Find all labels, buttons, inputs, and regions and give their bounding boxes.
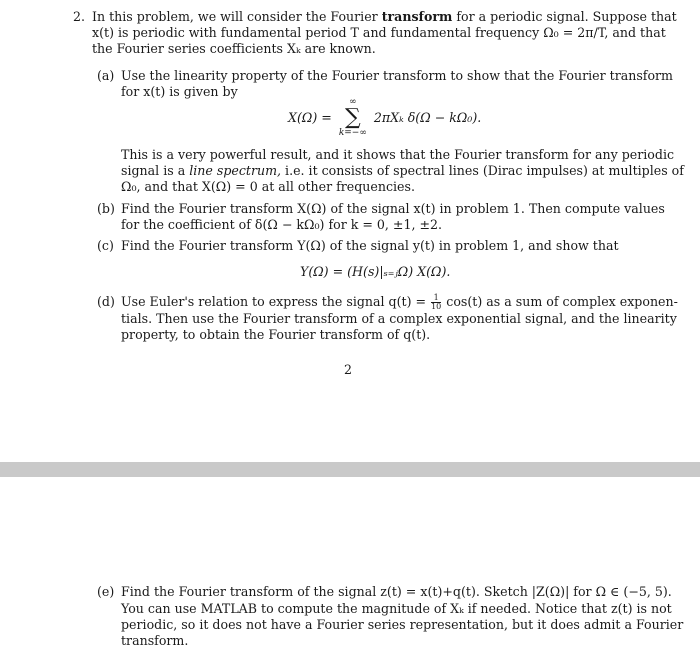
page-separator	[0, 462, 700, 477]
part-d-label: (d)	[97, 294, 115, 309]
page-number: 2	[344, 362, 353, 377]
part-a-equation	[288, 98, 481, 138]
part-d-line1-pre: Use Euler's relation to express the signal q(t) =	[121, 294, 427, 309]
part-a-line2: for x(t) is given by	[121, 84, 238, 99]
problem-number: 2.	[73, 9, 86, 24]
part-a-after-line3: Ω₀, and that X(Ω) = 0 at all other frequencies.	[121, 179, 415, 194]
part-e-line2: You can use MATLAB to compute the magnitude of Xₖ if needed. Notice that z(t) is not	[121, 601, 672, 616]
part-a-line1: Use the linearity property of the Fourier transform to show that the Fourier transform	[121, 68, 673, 83]
intro-text-post: for a periodic signal. Suppose that	[456, 9, 677, 24]
after2-text-post: i.e. it consists of spectral lines (Dirac impulses) at multiples of	[285, 163, 684, 178]
part-d-line2: tials. Then use the Fourier transform of a complex exponential signal, and the linearity	[121, 311, 677, 326]
summation-symbol: ∞ ∑ k=−∞	[338, 97, 367, 138]
part-e-line1: Find the Fourier transform of the signal z(t) = x(t)+q(t). Sketch |Z(Ω)| for Ω ∈ (−5, 5).	[121, 584, 672, 599]
part-b-label: (b)	[97, 201, 115, 216]
part-d-line1-post: cos(t) as a sum of complex exponen-	[446, 294, 678, 309]
intro-text: In this problem, we will consider the Fourier	[92, 9, 378, 24]
part-d-line1	[121, 294, 678, 311]
part-c-equation: Y(Ω) = (H(s)|ₛ₌ⱼΩ) X(Ω).	[300, 264, 451, 279]
line-spectrum-term: line spectrum,	[189, 163, 282, 178]
problem-intro-line1	[92, 9, 677, 26]
fraction-numerator: 1	[431, 294, 441, 303]
fraction-denominator: 10	[431, 302, 442, 311]
part-c-label: (c)	[97, 238, 114, 253]
equation-lhs: X(Ω) =	[288, 109, 332, 125]
part-c-line1: Find the Fourier transform Y(Ω) of the signal y(t) in problem 1, and show that	[121, 238, 619, 253]
part-a-after-line1: This is a very powerful result, and it shows that the Fourier transform for any periodic	[121, 147, 675, 162]
sum-lower-limit: k=−∞	[338, 128, 367, 138]
after2-text: signal is a	[121, 163, 186, 178]
part-e-line4: transform.	[121, 633, 189, 648]
part-b-line2: for the coefficient of δ(Ω − kΩ₀) for k = 0, ±1, ±2.	[121, 217, 443, 232]
part-b-line1: Find the Fourier transform X(Ω) of the signal x(t) in problem 1. Then compute values	[121, 201, 665, 216]
part-a-after-line2	[121, 163, 684, 180]
part-e-line3: periodic, so it does not have a Fourier series representation, but it does admit a Fourier	[121, 617, 684, 632]
problem-intro-line2: x(t) is periodic with fundamental period T and fundamental frequency Ω₀ = 2π/T, and that	[92, 25, 666, 40]
equation-rhs: 2πXₖ δ(Ω − kΩ₀).	[373, 109, 482, 125]
sum-upper-limit: ∞	[349, 97, 357, 107]
problem-intro-line3: the Fourier series coefficients Xₖ are known.	[92, 41, 376, 56]
one-tenth-fraction	[431, 294, 441, 311]
page-2	[0, 477, 700, 654]
part-a-label: (a)	[97, 68, 115, 83]
intro-bold-word: transform	[381, 9, 453, 24]
part-d-line3: property, to obtain the Fourier transform of q(t).	[121, 327, 431, 342]
part-e-label: (e)	[97, 584, 115, 599]
